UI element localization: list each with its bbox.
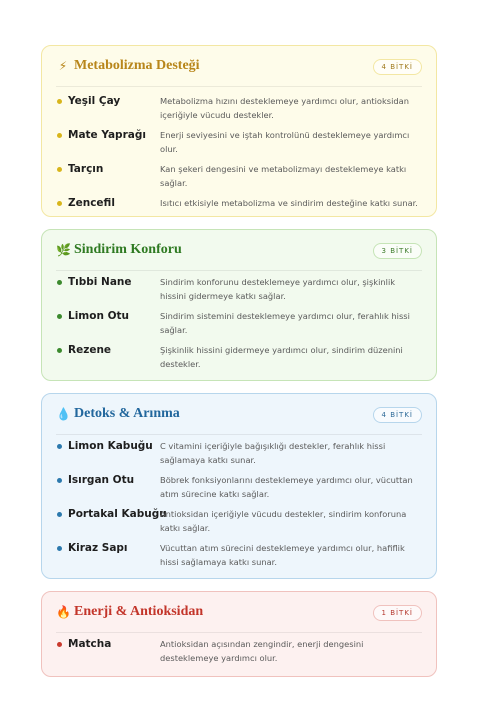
bullet-dot: [57, 444, 62, 449]
herb-name: Tarçın: [68, 163, 104, 175]
card-title: Detoks & Arınma: [74, 406, 180, 421]
card-header: [56, 46, 422, 87]
herb-description: Sindirim sistemini desteklemeye yardımcı olur, ferahlık hissi sağlar.: [160, 311, 410, 335]
card-title: Enerji & Antioksidan: [74, 604, 204, 619]
card-header: [56, 394, 422, 435]
lightning-icon: ⚡: [58, 59, 68, 73]
herb-description: C vitamini içeriğiyle bağışıklığı destekler, ferahlık hissi sağlamaya katkı sunar.: [160, 441, 386, 465]
bullet-dot: [57, 642, 62, 647]
bullet-dot: [57, 512, 62, 517]
fire-icon: 🔥: [56, 605, 71, 619]
card-header: [56, 592, 422, 633]
count-badge: 4 BİTKİ: [373, 59, 422, 75]
leaf-icon: 🌿: [56, 243, 71, 257]
herb-description: Vücuttan atım sürecini desteklemeye yardımcı olur, hafiflik hissi sağlamaya katkı sunar.: [160, 543, 405, 567]
bullet-dot: [57, 280, 62, 285]
herb-description: Antioksidan içeriğiyle vücudu destekler, sindirim konforuna katkı sağlar.: [160, 509, 407, 533]
category-card-digestion: [41, 229, 437, 381]
herb-name: Zencefil: [68, 197, 115, 209]
herb-name: Kiraz Sapı: [68, 542, 128, 554]
bullet-dot: [57, 348, 62, 353]
bullet-dot: [57, 201, 62, 206]
herb-name: Matcha: [68, 638, 112, 650]
herb-description: Şişkinlik hissini gidermeye yardımcı olur, sindirim düzenini destekler.: [160, 345, 403, 369]
count-badge: 1 BİTKİ: [373, 605, 422, 621]
herb-name: Limon Kabuğu: [68, 440, 153, 452]
herb-description: Sindirim konforunu desteklemeye yardımcı olur, şişkinlik hissini gidermeye katkı sağlar.: [160, 277, 396, 301]
bullet-dot: [57, 314, 62, 319]
card-header: [56, 230, 422, 271]
herb-name: Isırgan Otu: [68, 474, 135, 486]
herb-name: Limon Otu: [68, 310, 129, 322]
droplet-icon: 💧: [56, 407, 71, 421]
bullet-dot: [57, 99, 62, 104]
bullet-dot: [57, 133, 62, 138]
herb-description: Antioksidan açısından zengindir, enerji dengesini desteklemeye yardımcı olur.: [160, 639, 364, 663]
card-title: Metabolizma Desteği: [74, 58, 200, 73]
herb-description: Isıtıcı etkisiyle metabolizma ve sindirim desteğine katkı sunar.: [160, 198, 418, 208]
category-card-energy: [41, 591, 437, 677]
herb-name: Rezene: [68, 344, 112, 356]
category-card-detox: [41, 393, 437, 579]
herb-name: Mate Yaprağı: [68, 129, 146, 141]
bullet-dot: [57, 546, 62, 551]
herb-description: Böbrek fonksiyonlarını desteklemeye yardımcı olur, vücuttan atım sürecine katkı sağlar.: [160, 475, 413, 499]
herb-description: Metabolizma hızını desteklemeye yardımcı olur, antioksidan içeriğiyle vücudu destekler.: [160, 96, 410, 120]
card-title: Sindirim Konforu: [74, 242, 182, 257]
category-card-metabolism: [41, 45, 437, 217]
count-badge: 4 BİTKİ: [373, 407, 422, 423]
herb-description: Enerji seviyesini ve iştah kontrolünü desteklemeye yardımcı olur.: [160, 130, 410, 154]
bullet-dot: [57, 167, 62, 172]
herb-name: Portakal Kabuğu: [68, 508, 167, 520]
count-badge: 3 BİTKİ: [373, 243, 422, 259]
herb-name: Tıbbi Nane: [68, 276, 132, 288]
bullet-dot: [57, 478, 62, 483]
herb-name: Yeşil Çay: [68, 95, 121, 107]
herb-description: Kan şekeri dengesini ve metabolizmayı desteklemeye katkı sağlar.: [160, 164, 407, 188]
